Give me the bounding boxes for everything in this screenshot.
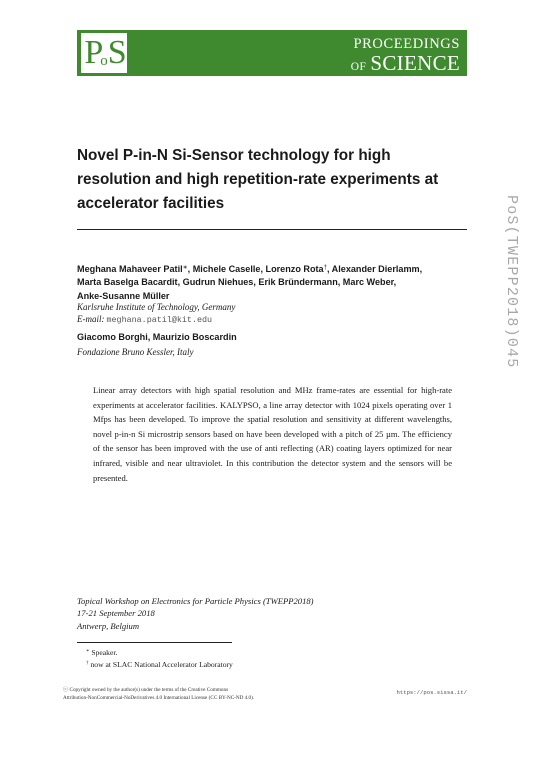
title-line: accelerator facilities xyxy=(77,195,225,212)
author-list-2: Giacomo Borghi, Maurizio Boscardin xyxy=(77,332,237,342)
email-label: E-mail: xyxy=(77,314,105,324)
footnote xyxy=(86,647,233,659)
footnote-text: Speaker. xyxy=(91,648,118,657)
copyright-line: ⓒ Copyright owned by the author(s) under the terms of the Creative Commons xyxy=(63,687,229,693)
footnotes xyxy=(86,647,233,672)
logo-mark-o: o xyxy=(100,53,108,69)
pos-logo xyxy=(77,30,467,76)
copyright-notice xyxy=(63,686,254,703)
logo-proceedings: PROCEEDINGS xyxy=(353,36,460,52)
email-line xyxy=(77,313,212,326)
email-link[interactable]: meghana.patil@kit.edu xyxy=(106,315,213,325)
footnote-divider xyxy=(77,642,232,643)
conference-location: Antwerp, Belgium xyxy=(77,620,140,631)
pos-url[interactable]: https://pos.sissa.it/ xyxy=(396,689,467,696)
conference-dates: 17-21 September 2018 xyxy=(77,608,155,619)
pos-watermark: PoS(TWEPP2018)045 xyxy=(503,195,520,369)
logo-science: SCIENCE xyxy=(370,51,460,75)
author-line: Marta Baselga Bacardit, Gudrun Niehues, Erik Bründermann, Marc Weber, xyxy=(77,277,397,288)
affiliation-kit: Karlsruhe Institute of Technology, Germany xyxy=(77,302,236,312)
copyright-line: Attribution-NonCommercial-NoDerivatives 4.0 International License (CC BY-NC-ND 4.0). xyxy=(63,695,255,702)
affiliation-fbk: Fondazione Bruno Kessler, Italy xyxy=(77,347,194,357)
logo-of: OF xyxy=(350,61,367,73)
conference-name: Topical Workshop on Electronics for Particle Physics (TWEPP2018) xyxy=(77,596,314,606)
author-line: Anke-Susanne Müller xyxy=(77,290,170,301)
footnote-mark: † xyxy=(86,661,89,667)
author-name: Meghana Mahaveer Patil xyxy=(77,264,183,274)
footnote-mark: ∗ xyxy=(182,265,188,271)
logo-of-science xyxy=(351,51,460,76)
title-line: resolution and high repetition-rate experiments at xyxy=(77,171,439,188)
author-line xyxy=(77,263,469,276)
paper-title xyxy=(77,144,467,216)
author-list xyxy=(77,263,469,303)
abstract: Linear array detectors with high spatial resolution and MHz frame-rates are essential for high-rate experiments at accelerator facilities. KALYPSO, a line array detector with 1024 pixels operating over 1 Mfps has been developed. To improve the spatial resolution and sensitivity at different wavelengths, novel p-in-n Si microstrip sensors based on have been developed with a pitch of 25 µm. The efficiency of the sensor has been improved with the use of anti reflecting (AR) coating layers optimized for near infrared, visible and near ultraviolet. In this contribution the detector system and the sensors will be presented. xyxy=(93,385,452,483)
title-line: Novel P-in-N Si-Sensor technology for high xyxy=(77,147,391,164)
title-divider xyxy=(77,229,467,230)
logo-mark-s: S xyxy=(107,34,124,71)
author-names: , Alexander Dierlamm, xyxy=(326,264,423,274)
footnote xyxy=(86,659,233,671)
logo-mark-p: P xyxy=(84,34,101,71)
footnote-mark: † xyxy=(323,265,327,271)
footnote-mark: ∗ xyxy=(86,649,90,654)
conference-info xyxy=(77,595,314,632)
footnote-text: now at SLAC National Accelerator Laboratory xyxy=(90,660,233,670)
author-names: , Michele Caselle, Lorenzo Rota xyxy=(187,264,324,274)
pos-logo-mark xyxy=(81,33,127,73)
